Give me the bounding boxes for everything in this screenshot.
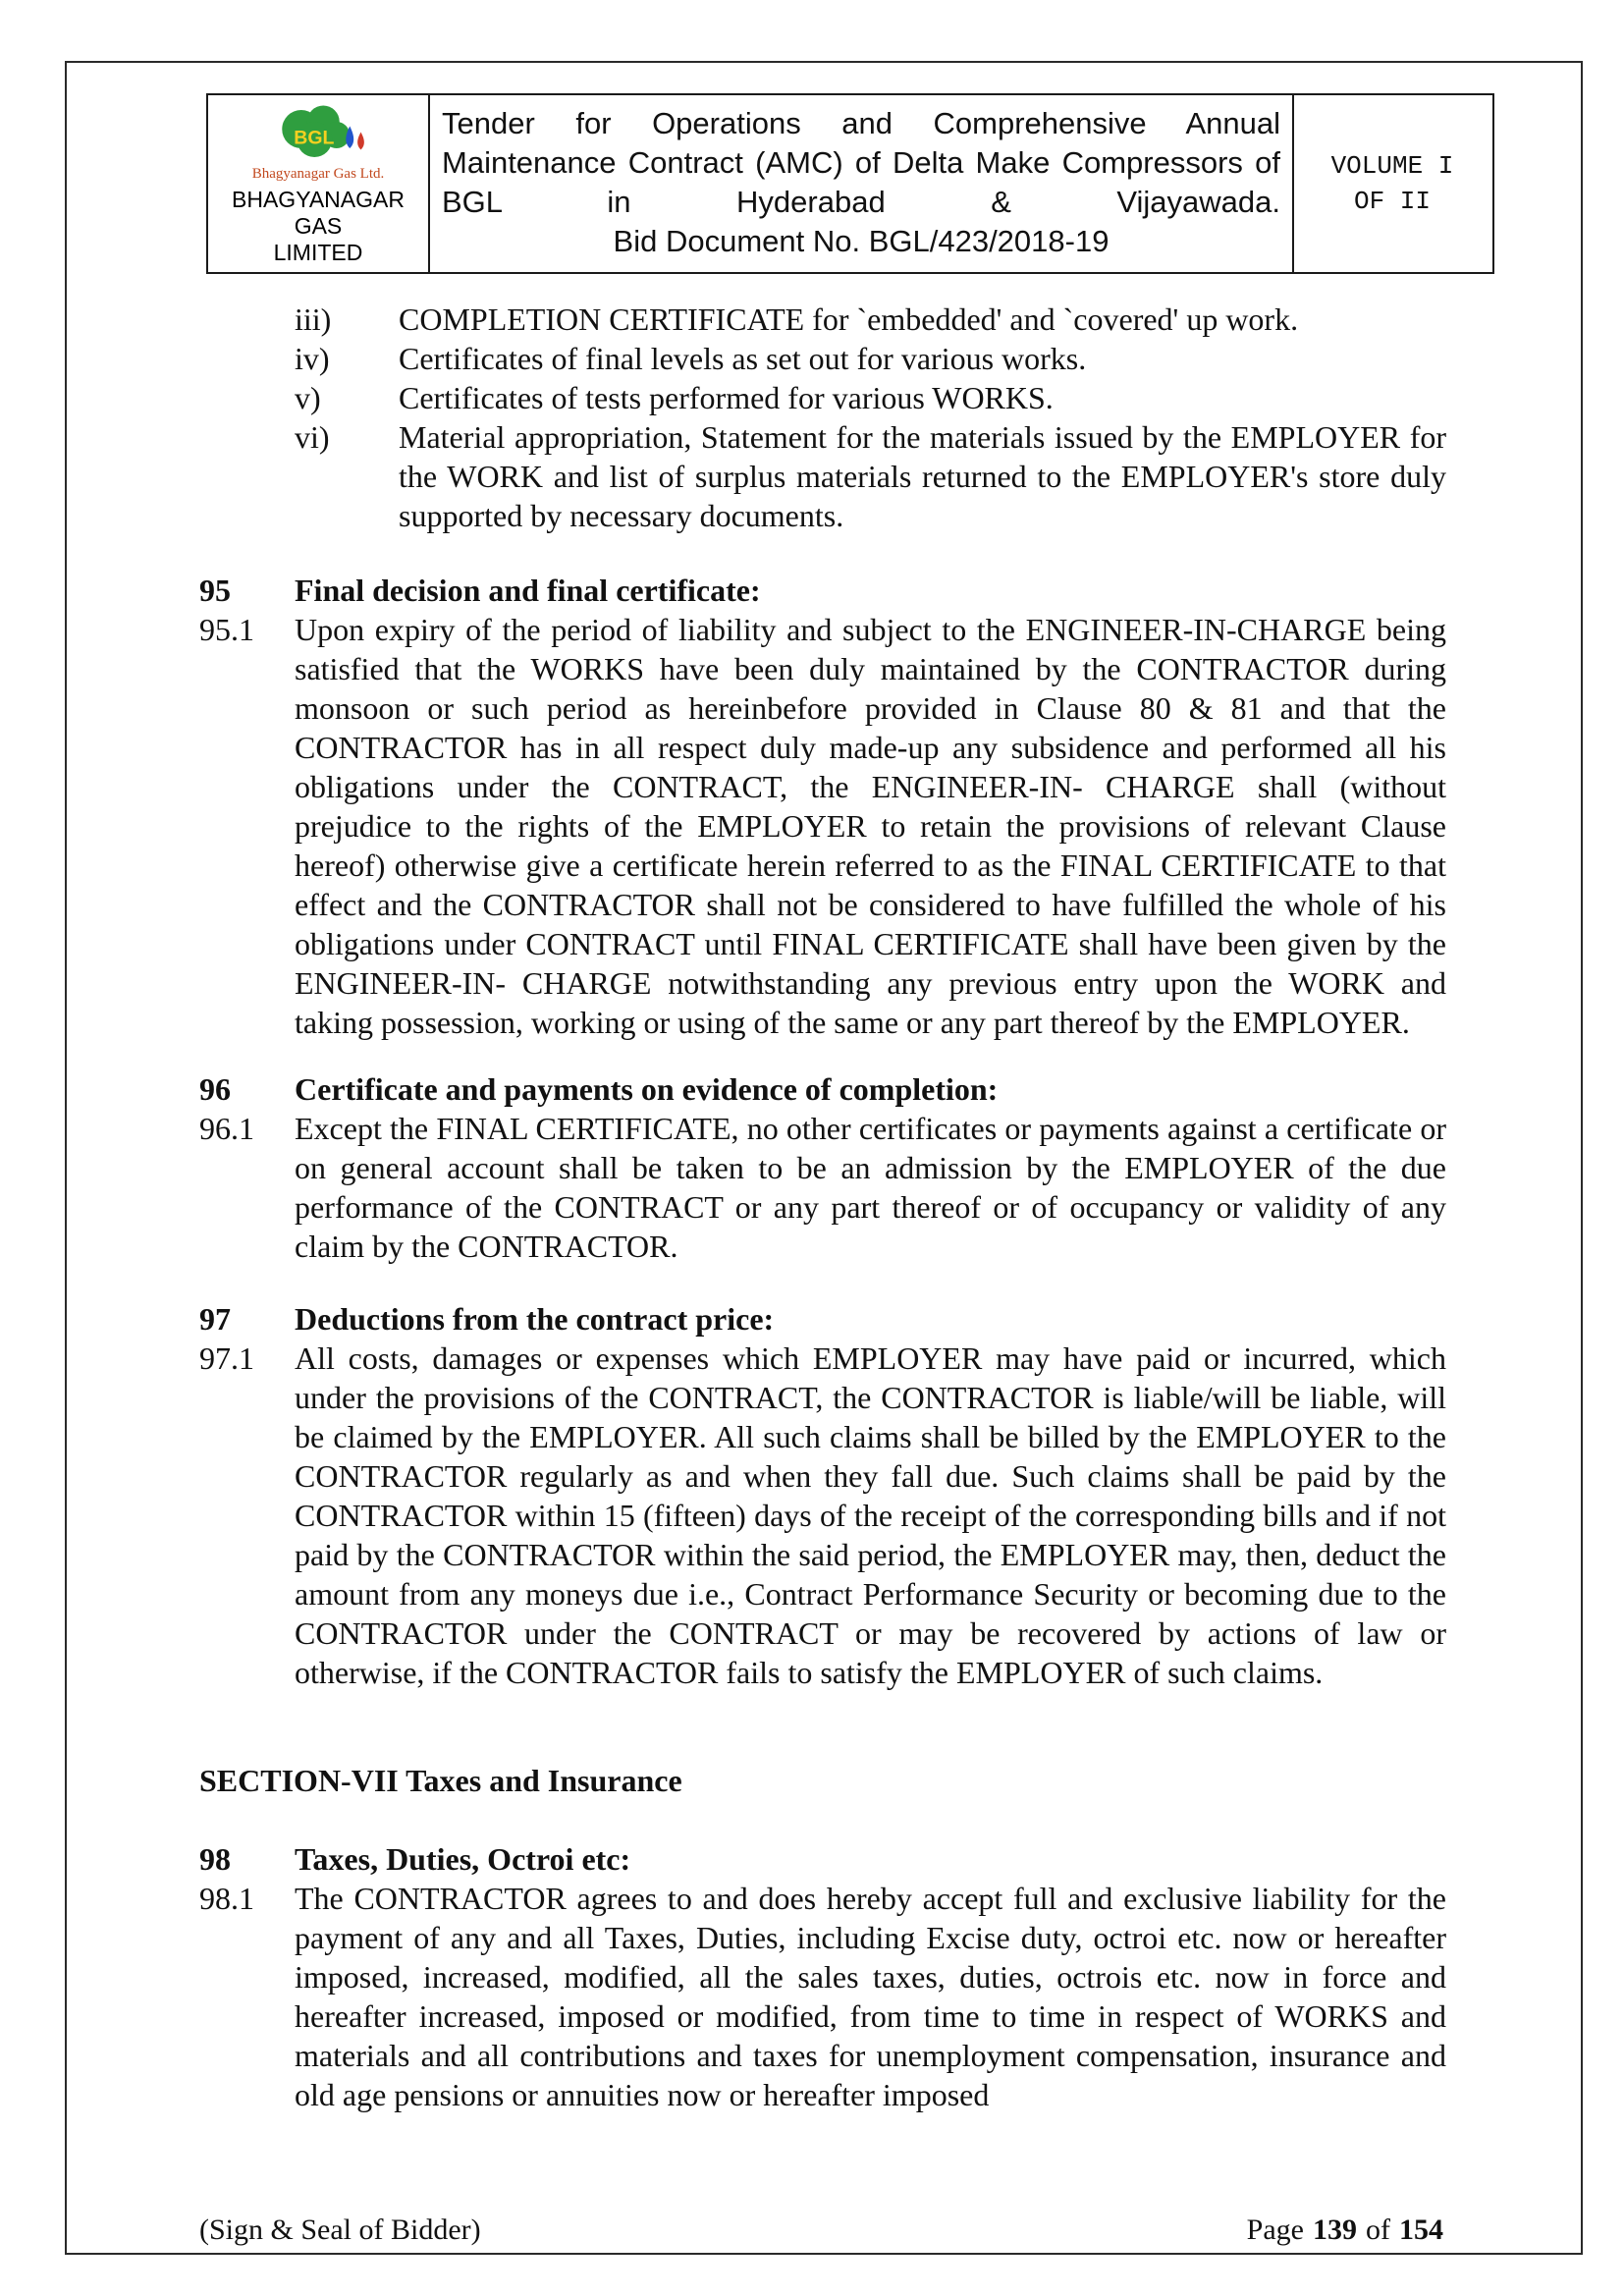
section-number: 98 [199, 1841, 231, 1877]
section-body-row [199, 1879, 1495, 2114]
logo-subtext: Bhagyanagar Gas Ltd. [251, 166, 385, 182]
page-number [1247, 2213, 1443, 2248]
list-item-text: Certificates of final levels as set out for various works. [399, 341, 1087, 376]
section-heading-row [199, 1299, 1495, 1339]
clause-number: 97.1 [199, 1340, 254, 1376]
page-content [199, 93, 1495, 2114]
list-item-label: v) [295, 380, 321, 415]
roman-list [199, 300, 1495, 535]
section-number: 96 [199, 1071, 231, 1107]
section-body-row [199, 610, 1495, 1042]
section-body-row [199, 1339, 1495, 1692]
section-heading: Taxes, Duties, Octroi etc: [295, 1841, 631, 1877]
section-heading: Certificate and payments on evidence of completion: [295, 1071, 999, 1107]
list-item [295, 417, 1446, 535]
section-heading: Final decision and final certificate: [295, 573, 761, 608]
logo-bgl-text: BGL [294, 127, 335, 149]
header-logo-cell [208, 95, 430, 272]
section-95 [199, 571, 1495, 1042]
section-heading: Deductions from the contract price: [295, 1301, 775, 1337]
sign-seal-note: (Sign & Seal of Bidder) [199, 2214, 481, 2246]
page-footer [199, 2213, 1443, 2248]
section-heading-row [199, 571, 1495, 610]
list-item [295, 300, 1446, 339]
clause-text: All costs, damages or expenses which EMPLOYER may have paid or incurred, which under the provisions of the CONTRACT, the CONTRACTOR is liable/will be liable, will be claimed by the EMPLOYER. All such claims shall be billed by the EMPLOYER to the CONTRACTOR regularly as and when they fall due. Such claims shall be paid by the CONTRACTOR within 15 (fifteen) days of the receipt of the corresponding bills and if not paid by the CONTRACTOR within the said period, the EMPLOYER may, then, deduct the amount from any moneys due i.e., Contract Performance Security or becoming due to the CONTRACTOR under the CONTRACT or may be recovered by actions of law or otherwise, if the CONTRACTOR fails to satisfy the EMPLOYER of such claims. [295, 1340, 1446, 1690]
section-number: 95 [199, 573, 231, 608]
bid-document-number: Bid Document No. BGL/423/2018-19 [613, 224, 1110, 258]
list-item-label: iv) [295, 341, 330, 376]
bgl-logo-icon [244, 101, 392, 172]
list-item [295, 339, 1446, 378]
tender-title: Tender for Operations and Comprehensive Annual Maintenance Contract (AMC) of Delta Make Compressors of BGL in Hyderabad & Vijayawada. [442, 106, 1280, 219]
list-item-text: Certificates of tests performed for various WORKS. [399, 380, 1054, 415]
section-97 [199, 1299, 1495, 1692]
list-item-label: vi) [295, 419, 330, 455]
volume-line1: VOLUME I [1330, 151, 1454, 181]
section-heading-row [199, 1839, 1495, 1879]
list-item [295, 378, 1446, 417]
volume-line2: OF II [1353, 187, 1431, 216]
section-number: 97 [199, 1301, 231, 1337]
clause-text: Upon expiry of the period of liability and subject to the ENGINEER-IN-CHARGE being satisfied that the WORKS have been duly maintained by the CONTRACTOR during monsoon or such period as hereinbefore provided in Clause 80 & 81 and that the CONTRACTOR has in all respect duly made-up any subsidence and performed all his obligations under the CONTRACT, the ENGINEER-IN- CHARGE shall (without prejudice to the rights of the EMPLOYER to retain the provisions of relevant Clause hereof) otherwise give a certificate herein referred to as the FINAL CERTIFICATE to that effect and the CONTRACTOR shall not be considered to have fulfilled the whole of his obligations under CONTRACT until FINAL CERTIFICATE shall have been given by the ENGINEER-IN- CHARGE notwithstanding any previous entry upon the WORK and taking possession, working or using of the same or any part thereof by the EMPLOYER. [295, 612, 1446, 1040]
organization-name [212, 187, 424, 266]
page-of-label: of [1366, 2214, 1390, 2246]
clause-number: 96.1 [199, 1111, 254, 1146]
list-item-text: COMPLETION CERTIFICATE for `embedded' and `covered' up work. [399, 301, 1299, 337]
list-item-label: iii) [295, 301, 332, 337]
organization-name-line1: BHAGYANAGAR GAS [232, 187, 405, 239]
clause-number: 98.1 [199, 1881, 254, 1916]
header-title-cell [430, 95, 1294, 272]
list-item-text: Material appropriation, Statement for the materials issued by the EMPLOYER for the WORK and list of surplus materials returned to the EMPLOYER's store duly supported by necessary documents. [399, 419, 1446, 533]
header-table [206, 93, 1494, 274]
page-total: 154 [1399, 2214, 1443, 2246]
section-98 [199, 1839, 1495, 2114]
section-body-row [199, 1109, 1495, 1266]
page-label: Page [1246, 2214, 1304, 2246]
clause-number: 95.1 [199, 612, 254, 647]
clause-text: The CONTRACTOR agrees to and does hereby accept full and exclusive liability for the payment of any and all Taxes, Duties, including Excise duty, octroi etc. now or hereafter imposed, increased, modified, all the sales taxes, duties, octrois etc. now in force and hereafter increased, imposed or modified, from time to time in respect of WORKS and materials and all contributions and taxes for unemployment compensation, insurance and old age pensions or annuities now or hereafter imposed [295, 1881, 1446, 2112]
section-vii-heading: SECTION-VII Taxes and Insurance [199, 1763, 682, 1798]
page-current: 139 [1313, 2214, 1357, 2246]
section-heading-row [199, 1069, 1495, 1109]
clause-text: Except the FINAL CERTIFICATE, no other certificates or payments against a certificate or on general account shall be taken to be an admission by the EMPLOYER of the due performance of the CONTRACT or any part thereof or of occupancy or validity of any claim by the CONTRACTOR. [295, 1111, 1446, 1264]
section-96 [199, 1069, 1495, 1266]
header-volume-cell [1294, 95, 1490, 272]
logo-drop-red-icon [357, 133, 364, 150]
organization-name-line2: LIMITED [273, 240, 363, 265]
